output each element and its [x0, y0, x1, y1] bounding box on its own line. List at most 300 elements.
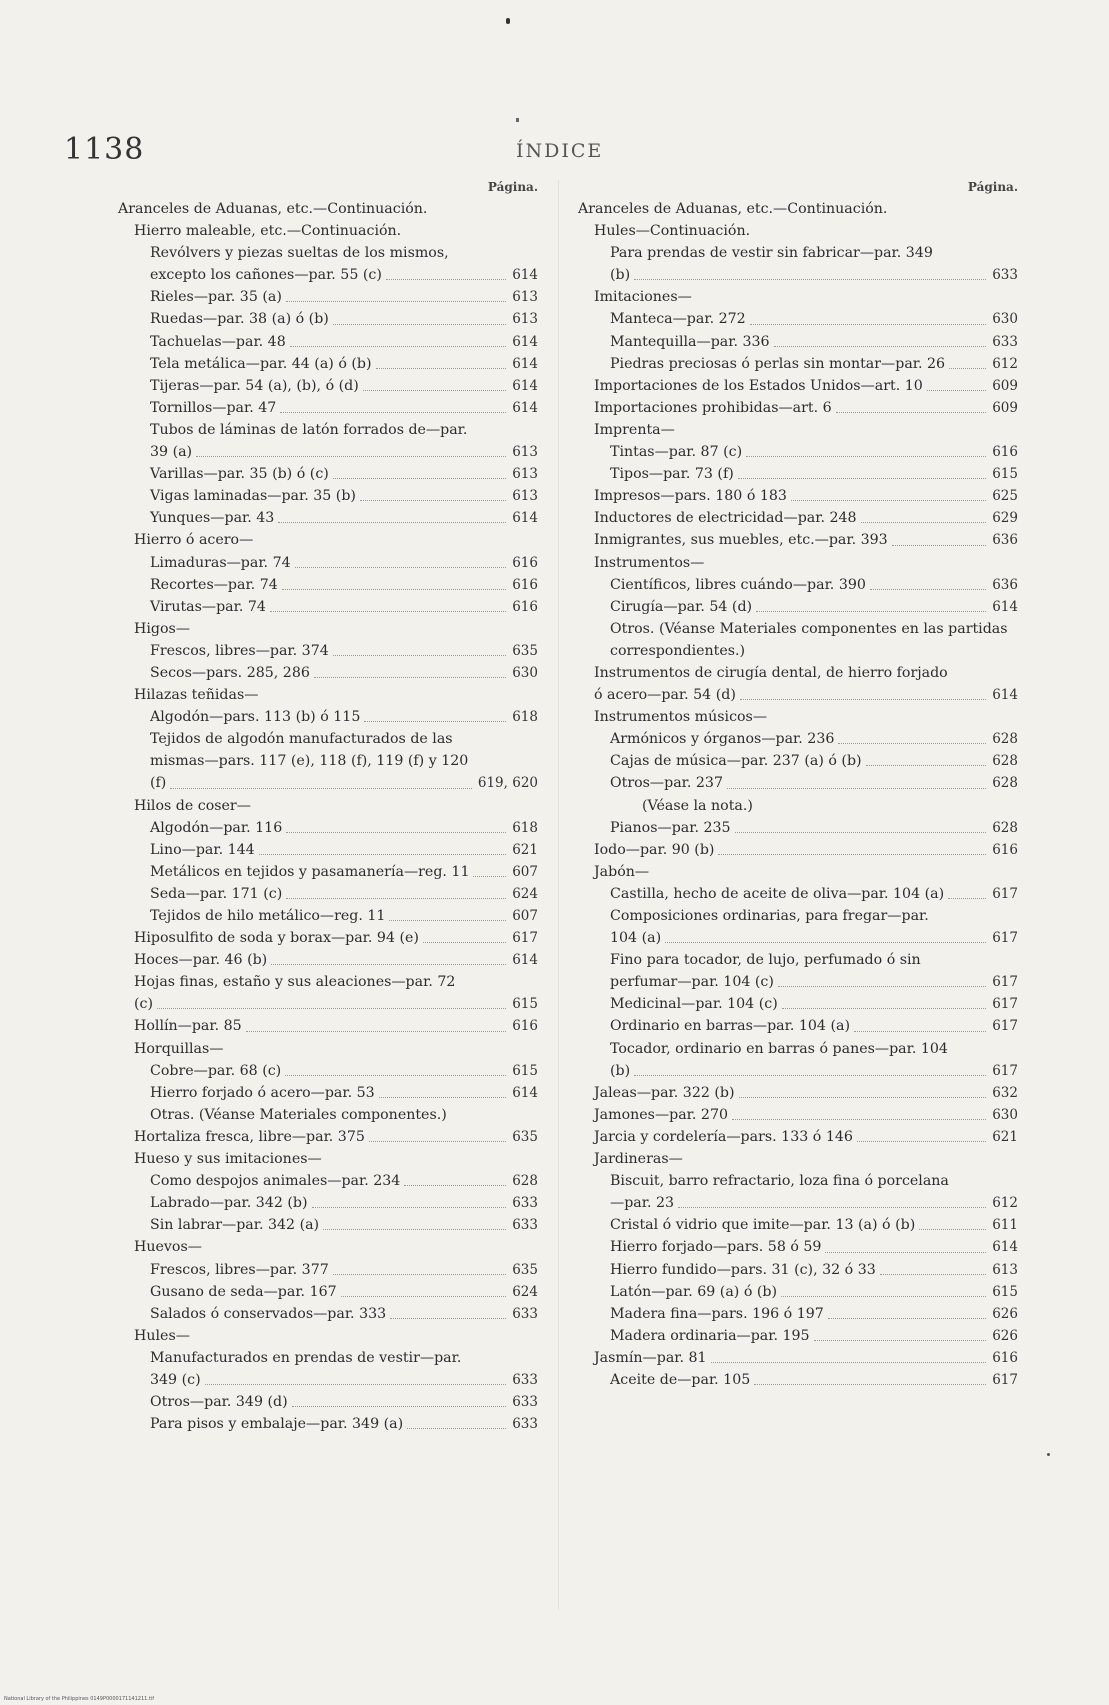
- index-heading: [118, 198, 538, 220]
- index-entry: [578, 772, 1018, 794]
- index-entry: [578, 1281, 1018, 1303]
- entry-text: Salados ó conservados—par. 333: [150, 1305, 387, 1322]
- entry-page-ref: 609: [992, 399, 1018, 416]
- index-entry: [118, 728, 538, 794]
- dot-leader: [333, 478, 506, 479]
- page-column-label: Página.: [487, 180, 538, 194]
- entry-page-ref: 615: [512, 1062, 538, 1079]
- index-entry: [118, 883, 538, 905]
- entry-page-ref: 617: [512, 930, 538, 947]
- entry-text: Sin labrar—par. 342 (a): [150, 1217, 320, 1234]
- dot-leader: [404, 1185, 506, 1186]
- dot-leader: [286, 832, 506, 833]
- dot-leader: [341, 1296, 507, 1297]
- index-heading: [118, 1148, 538, 1170]
- entry-page-ref: 628: [992, 819, 1018, 836]
- dot-leader: [379, 1097, 507, 1098]
- entry-text: Hueso y sus imitaciones—: [134, 1151, 322, 1168]
- index-list: [118, 198, 538, 1435]
- entry-text: Rieles—par. 35 (a): [150, 289, 282, 306]
- index-entry: [118, 1347, 538, 1391]
- entry-text: Pianos—par. 235: [610, 819, 731, 836]
- dot-leader: [634, 1075, 986, 1076]
- entry-page-ref: 624: [512, 1283, 538, 1300]
- index-heading: [118, 795, 538, 817]
- entry-page-ref: 618: [512, 709, 538, 726]
- entry-text: Hierro forjado—pars. 58 ó 59: [610, 1239, 822, 1256]
- dot-leader: [369, 1141, 506, 1142]
- entry-page-ref: 612: [992, 355, 1018, 372]
- index-entry: [578, 441, 1018, 463]
- entry-text: Instrumentos—: [594, 554, 705, 571]
- entry-page-ref: 630: [992, 311, 1018, 328]
- dot-leader: [791, 500, 986, 501]
- dot-leader: [735, 832, 987, 833]
- entry-text: Metálicos en tejidos y pasamanería—reg. 11: [150, 863, 470, 880]
- entry-text: Aranceles de Aduanas, etc.—Continuación.: [118, 201, 428, 217]
- entry-text: Hoces—par. 46 (b): [134, 952, 268, 969]
- index-entry: [118, 353, 538, 375]
- entry-page-ref: 615: [992, 466, 1018, 483]
- entry-text: Hiposulfito de soda y borax—par. 94 (e): [134, 930, 419, 947]
- entry-text: Jarcia y cordelería—pars. 133 ó 146: [594, 1128, 853, 1145]
- index-entry: [118, 949, 538, 971]
- entry-page-ref: 626: [992, 1305, 1018, 1322]
- dot-leader: [390, 1318, 506, 1319]
- entry-page-ref: 607: [512, 863, 538, 880]
- entry-text: Jamones—par. 270: [594, 1106, 729, 1123]
- index-entry: [118, 839, 538, 861]
- dot-leader: [282, 589, 506, 590]
- entry-text: Medicinal—par. 104 (c): [610, 996, 778, 1013]
- entry-text: Armónicos y órganos—par. 236: [610, 731, 835, 748]
- ink-speck: [506, 18, 510, 24]
- entry-text: Científicos, libres cuándo—par. 390: [610, 576, 866, 593]
- entry-text: Latón—par. 69 (a) ó (b): [610, 1283, 778, 1300]
- entry-text: Vigas laminadas—par. 35 (b): [150, 488, 356, 505]
- entry-page-ref: 612: [992, 1195, 1018, 1212]
- entry-text: Biscuit, barro refractario, loza fina ó porcelana—par. 23: [610, 1173, 949, 1212]
- entry-text: Revólvers y piezas sueltas de los mismos, excepto los cañones—par. 55 (c): [150, 245, 449, 284]
- index-entry: [578, 529, 1018, 551]
- entry-page-ref: 614: [992, 1239, 1018, 1256]
- index-heading: [118, 1236, 538, 1258]
- index-entry: [578, 242, 1018, 286]
- dot-leader: [314, 677, 506, 678]
- entry-text: Instrumentos de cirugía dental, de hierro forjado ó acero—par. 54 (d): [594, 664, 948, 704]
- entry-text: Tachuelas—par. 48: [150, 333, 286, 350]
- index-entry: [118, 419, 538, 463]
- entry-page-ref: 635: [512, 1261, 538, 1278]
- entry-page-ref: 613: [992, 1261, 1018, 1278]
- index-entry: [578, 485, 1018, 507]
- entry-page-ref: 633: [512, 1416, 538, 1433]
- dot-leader: [949, 368, 986, 369]
- entry-text: Gusano de seda—par. 167: [150, 1283, 337, 1300]
- dot-leader: [196, 456, 506, 457]
- index-heading: [578, 198, 1018, 220]
- index-entry: [578, 905, 1018, 949]
- index-heading: [118, 618, 538, 640]
- index-entry: [578, 1015, 1018, 1037]
- index-heading: [578, 552, 1018, 574]
- index-entry: [118, 1126, 538, 1148]
- dot-leader: [389, 920, 506, 921]
- dot-leader: [205, 1384, 507, 1385]
- entry-page-ref: 633: [512, 1217, 538, 1234]
- entry-text: Yunques—par. 43: [150, 510, 275, 527]
- index-entry: [118, 1214, 538, 1236]
- entry-text: Tornillos—par. 47: [150, 399, 277, 416]
- index-entry: [578, 839, 1018, 861]
- index-entry: [578, 1038, 1018, 1082]
- entry-page-ref: 614: [992, 598, 1018, 615]
- dot-leader: [866, 765, 987, 766]
- entry-page-ref: 616: [512, 598, 538, 615]
- entry-page-ref: 616: [512, 576, 538, 593]
- entry-page-ref: 616: [512, 1018, 538, 1035]
- index-entry: [118, 463, 538, 485]
- entry-text: Inmigrantes, sus muebles, etc.—par. 393: [594, 532, 888, 549]
- dot-leader: [280, 412, 506, 413]
- entry-text: Cristal ó vidrio que imite—par. 13 (a) ó (b): [610, 1217, 916, 1234]
- index-entry: [578, 949, 1018, 993]
- dot-leader: [746, 456, 986, 457]
- index-heading: [578, 220, 1018, 242]
- index-entry: [118, 397, 538, 419]
- entry-page-ref: 632: [992, 1084, 1018, 1101]
- entry-text: Como despojos animales—par. 234: [150, 1173, 401, 1190]
- dot-leader: [278, 522, 506, 523]
- dot-leader: [836, 412, 987, 413]
- entry-page-ref: 621: [512, 841, 538, 858]
- entry-text: Hollín—par. 85: [134, 1018, 242, 1035]
- entry-text: Jaleas—par. 322 (b): [594, 1084, 735, 1101]
- index-entry: [578, 993, 1018, 1015]
- dot-leader: [386, 279, 506, 280]
- entry-text: Limaduras—par. 74: [150, 554, 291, 571]
- dot-leader: [838, 743, 986, 744]
- dot-leader: [739, 1097, 987, 1098]
- entry-text: Tijeras—par. 54 (a), (b), ó (d): [150, 377, 359, 394]
- entry-text: Imprenta—: [594, 421, 675, 438]
- index-entry: [578, 397, 1018, 419]
- entry-text: Tejidos de algodón manufacturados de las mismas—pars. 117 (e), 118 (f), 119 (f) y 120 (f): [150, 731, 469, 792]
- dot-leader: [295, 567, 507, 568]
- index-entry: [118, 1192, 538, 1214]
- index-entry: [118, 1060, 538, 1082]
- entry-page-ref: 617: [992, 1018, 1018, 1035]
- entry-text: Tejidos de hilo metálico—reg. 11: [150, 908, 386, 924]
- index-entry: [118, 1015, 538, 1037]
- entry-text: Jasmín—par. 81: [594, 1349, 707, 1366]
- index-entry: [118, 905, 538, 927]
- entry-page-ref: 613: [512, 444, 538, 461]
- entry-text: Para prendas de vestir sin fabricar—par. 349 (b): [610, 245, 933, 284]
- index-heading: [118, 1038, 538, 1060]
- entry-text: Inductores de electricidad—par. 248: [594, 510, 857, 527]
- index-heading: [118, 529, 538, 551]
- entry-text: Hilos de coser—: [134, 797, 251, 814]
- index-heading: [118, 1325, 538, 1347]
- dot-leader: [782, 1008, 986, 1009]
- entry-page-ref: 617: [992, 974, 1018, 991]
- entry-text: Aranceles de Aduanas, etc.—Continuación.: [578, 201, 888, 217]
- entry-text: Hierro ó acero—: [134, 532, 254, 549]
- entry-text: Cajas de música—par. 237 (a) ó (b): [610, 753, 862, 770]
- entry-text: Castilla, hecho de aceite de oliva—par. 104 (a): [610, 885, 945, 902]
- entry-page-ref: 613: [512, 466, 538, 483]
- entry-page-ref: 614: [512, 399, 538, 416]
- dot-leader: [363, 390, 506, 391]
- index-heading: [578, 795, 1018, 817]
- dot-leader: [678, 1207, 986, 1208]
- entry-text: Piedras preciosas ó perlas sin montar—par. 26: [610, 355, 946, 372]
- index-entry: [578, 662, 1018, 706]
- index-entry: [578, 375, 1018, 397]
- entry-page-ref: 633: [512, 1195, 538, 1212]
- index-heading: [578, 419, 1018, 441]
- entry-page-ref: 636: [992, 576, 1018, 593]
- entry-page-ref: 613: [512, 311, 538, 328]
- index-entry: [118, 927, 538, 949]
- index-entry: [118, 552, 538, 574]
- entry-text: Secos—pars. 285, 286: [150, 664, 310, 681]
- ink-speck: [516, 118, 519, 122]
- index-heading: [578, 286, 1018, 308]
- index-entry: [578, 1303, 1018, 1325]
- left-column: [118, 180, 538, 1435]
- entry-text: Lino—par. 144: [150, 841, 255, 858]
- dot-leader: [170, 788, 472, 789]
- entry-page-ref: 614: [512, 952, 538, 969]
- dot-leader: [740, 699, 986, 700]
- index-entry: [578, 308, 1018, 330]
- entry-page-ref: 628: [992, 731, 1018, 748]
- entry-text: Hilazas teñidas—: [134, 687, 259, 704]
- entry-text: Tubos de láminas de latón forrados de—par. 39 (a): [150, 421, 468, 461]
- index-heading: [118, 1104, 538, 1126]
- index-entry: [578, 507, 1018, 529]
- dot-leader: [814, 1340, 987, 1341]
- index-entry: [578, 1126, 1018, 1148]
- entry-text: Otros—par. 237: [610, 775, 723, 792]
- index-entry: [118, 331, 538, 353]
- entry-text: Jardineras—: [594, 1151, 683, 1168]
- dot-leader: [738, 478, 986, 479]
- index-entry: [578, 1236, 1018, 1258]
- index-heading: [578, 706, 1018, 728]
- entry-text: Otras. (Véanse Materiales componentes.): [150, 1106, 447, 1123]
- index-entry: [578, 331, 1018, 353]
- entry-page-ref: 616: [992, 444, 1018, 461]
- index-entry: [578, 1170, 1018, 1214]
- dot-leader: [828, 1318, 986, 1319]
- dot-leader: [750, 324, 987, 325]
- index-entry: [578, 1104, 1018, 1126]
- index-entry: [118, 242, 538, 286]
- entry-page-ref: 628: [512, 1173, 538, 1190]
- index-entry: [118, 817, 538, 839]
- dot-leader: [634, 279, 986, 280]
- entry-page-ref: 613: [512, 488, 538, 505]
- index-entry: [578, 1325, 1018, 1347]
- index-entry: [578, 574, 1018, 596]
- dot-leader: [774, 346, 987, 347]
- entry-text: Otros—par. 349 (d): [150, 1394, 288, 1411]
- entry-text: Tintas—par. 87 (c): [610, 444, 743, 461]
- entry-text: Tocador, ordinario en barras ó panes—par. 104 (b): [610, 1040, 948, 1079]
- entry-page-ref: 615: [992, 1283, 1018, 1300]
- index-entry: [118, 1391, 538, 1413]
- dot-leader: [754, 1384, 986, 1385]
- index-entry: [118, 1281, 538, 1303]
- index-heading: [118, 220, 538, 242]
- entry-page-ref: 617: [992, 885, 1018, 902]
- dot-leader: [270, 611, 506, 612]
- dot-leader: [285, 1075, 506, 1076]
- entry-page-ref: 617: [992, 930, 1018, 947]
- entry-text: Hules—Continuación.: [594, 223, 751, 240]
- entry-page-ref: 609: [992, 377, 1018, 394]
- entry-text: Iodo—par. 90 (b): [594, 841, 715, 858]
- entry-page-ref: 630: [512, 664, 538, 681]
- dot-leader: [919, 1229, 986, 1230]
- index-list: [578, 198, 1018, 1391]
- scan-footer: National Library of the Philippines 0149P0000171141211.tif: [4, 1696, 155, 1702]
- dot-leader: [259, 854, 507, 855]
- entry-text: Manteca—par. 272: [610, 311, 746, 328]
- index-entry: [578, 1214, 1018, 1236]
- entry-text: Composiciones ordinarias, para fregar—par. 104 (a): [610, 908, 929, 947]
- index-entry: [118, 1413, 538, 1435]
- index-entry: [578, 1347, 1018, 1369]
- entry-text: Virutas—par. 74: [150, 598, 266, 615]
- entry-text: Hierro fundido—pars. 31 (c), 32 ó 33: [610, 1261, 876, 1278]
- index-entry: [578, 1369, 1018, 1391]
- page-number: 1138: [64, 132, 145, 167]
- index-entry: [118, 596, 538, 618]
- entry-text: Para pisos y embalaje—par. 349 (a): [150, 1416, 404, 1433]
- dot-leader: [271, 964, 506, 965]
- index-entry: [118, 971, 538, 1015]
- dot-leader: [892, 545, 987, 546]
- entry-page-ref: 617: [992, 996, 1018, 1013]
- entry-text: Hojas finas, estaño y sus aleaciones—par. 72 (c): [134, 974, 456, 1013]
- entry-text: Importaciones prohibidas—art. 6: [594, 399, 832, 416]
- index-entry: [578, 750, 1018, 772]
- entry-text: Fino para tocador, de lujo, perfumado ó sin perfumar—par. 104 (c): [610, 952, 921, 991]
- index-entry: [118, 1170, 538, 1192]
- entry-text: Aceite de—par. 105: [610, 1371, 751, 1388]
- entry-page-ref: 630: [992, 1106, 1018, 1123]
- dot-leader: [880, 1274, 986, 1275]
- entry-page-ref: 628: [992, 775, 1018, 792]
- dot-leader: [333, 1274, 506, 1275]
- index-entry: [578, 1082, 1018, 1104]
- entry-text: Recortes—par. 74: [150, 576, 278, 593]
- dot-leader: [861, 522, 987, 523]
- entry-text: Labrado—par. 342 (b): [150, 1195, 308, 1212]
- dot-leader: [360, 500, 506, 501]
- dot-leader: [286, 301, 506, 302]
- index-entry: [578, 353, 1018, 375]
- entry-text: Madera fina—pars. 196 ó 197: [610, 1305, 824, 1322]
- index-heading: [118, 684, 538, 706]
- dot-leader: [857, 1141, 986, 1142]
- index-entry: [118, 308, 538, 330]
- dot-leader: [948, 898, 986, 899]
- index-entry: [578, 596, 1018, 618]
- column-gutter: [558, 180, 559, 1610]
- entry-page-ref: 617: [992, 1062, 1018, 1079]
- index-heading: [578, 1148, 1018, 1170]
- entry-page-ref: 614: [512, 355, 538, 372]
- dot-leader: [323, 1229, 506, 1230]
- entry-text: Cirugía—par. 54 (d): [610, 598, 753, 615]
- dot-leader: [376, 368, 507, 369]
- index-entry: [118, 861, 538, 883]
- right-column: [578, 180, 1018, 1391]
- entry-page-ref: 629: [992, 510, 1018, 527]
- entry-text: Impresos—pars. 180 ó 183: [594, 488, 787, 505]
- index-heading: [578, 861, 1018, 883]
- entry-page-ref: 614: [992, 687, 1018, 704]
- entry-text: Algodón—par. 116: [150, 819, 283, 836]
- entry-text: Manufacturados en prendas de vestir—par. 349 (c): [150, 1349, 462, 1388]
- entry-page-ref: 611: [992, 1217, 1018, 1234]
- dot-leader: [292, 1406, 507, 1407]
- index-entry: [578, 883, 1018, 905]
- entry-text: Hierro forjado ó acero—par. 53: [150, 1084, 375, 1101]
- dot-leader: [246, 1031, 507, 1032]
- dot-leader: [854, 1031, 986, 1032]
- entry-text: Mantequilla—par. 336: [610, 333, 770, 350]
- entry-text: Otros. (Véanse Materiales componentes en las partidas correspondientes.): [610, 620, 1008, 659]
- index-entry: [118, 640, 538, 662]
- entry-page-ref: 614: [512, 510, 538, 527]
- index-heading: [578, 618, 1018, 662]
- entry-page-ref: 614: [512, 267, 538, 284]
- index-entry: [118, 662, 538, 684]
- entry-text: Jabón—: [594, 863, 650, 880]
- dot-leader: [778, 986, 986, 987]
- index-entry: [118, 1082, 538, 1104]
- index-entry: [118, 706, 538, 728]
- index-entry: [578, 1259, 1018, 1281]
- entry-page-ref: 615: [512, 996, 538, 1013]
- entry-page-ref: 616: [992, 1349, 1018, 1366]
- dot-leader: [407, 1428, 506, 1429]
- index-entry: [118, 375, 538, 397]
- index-entry: [118, 507, 538, 529]
- entry-page-ref: 628: [992, 753, 1018, 770]
- dot-leader: [727, 788, 986, 789]
- entry-page-ref: 607: [512, 908, 538, 924]
- index-entry: [578, 817, 1018, 839]
- entry-page-ref: 617: [992, 1371, 1018, 1388]
- entry-text: Hules—: [134, 1327, 190, 1344]
- dot-leader: [732, 1119, 986, 1120]
- dot-leader: [157, 1008, 506, 1009]
- entry-text: Tipos—par. 73 (f): [610, 466, 734, 483]
- dot-leader: [756, 611, 986, 612]
- entry-text: Tela metálica—par. 44 (a) ó (b): [150, 355, 372, 372]
- entry-page-ref: 625: [992, 488, 1018, 505]
- entry-page-ref: 635: [512, 1128, 538, 1145]
- entry-text: Horquillas—: [134, 1040, 224, 1057]
- entry-text: Ordinario en barras—par. 104 (a): [610, 1018, 850, 1035]
